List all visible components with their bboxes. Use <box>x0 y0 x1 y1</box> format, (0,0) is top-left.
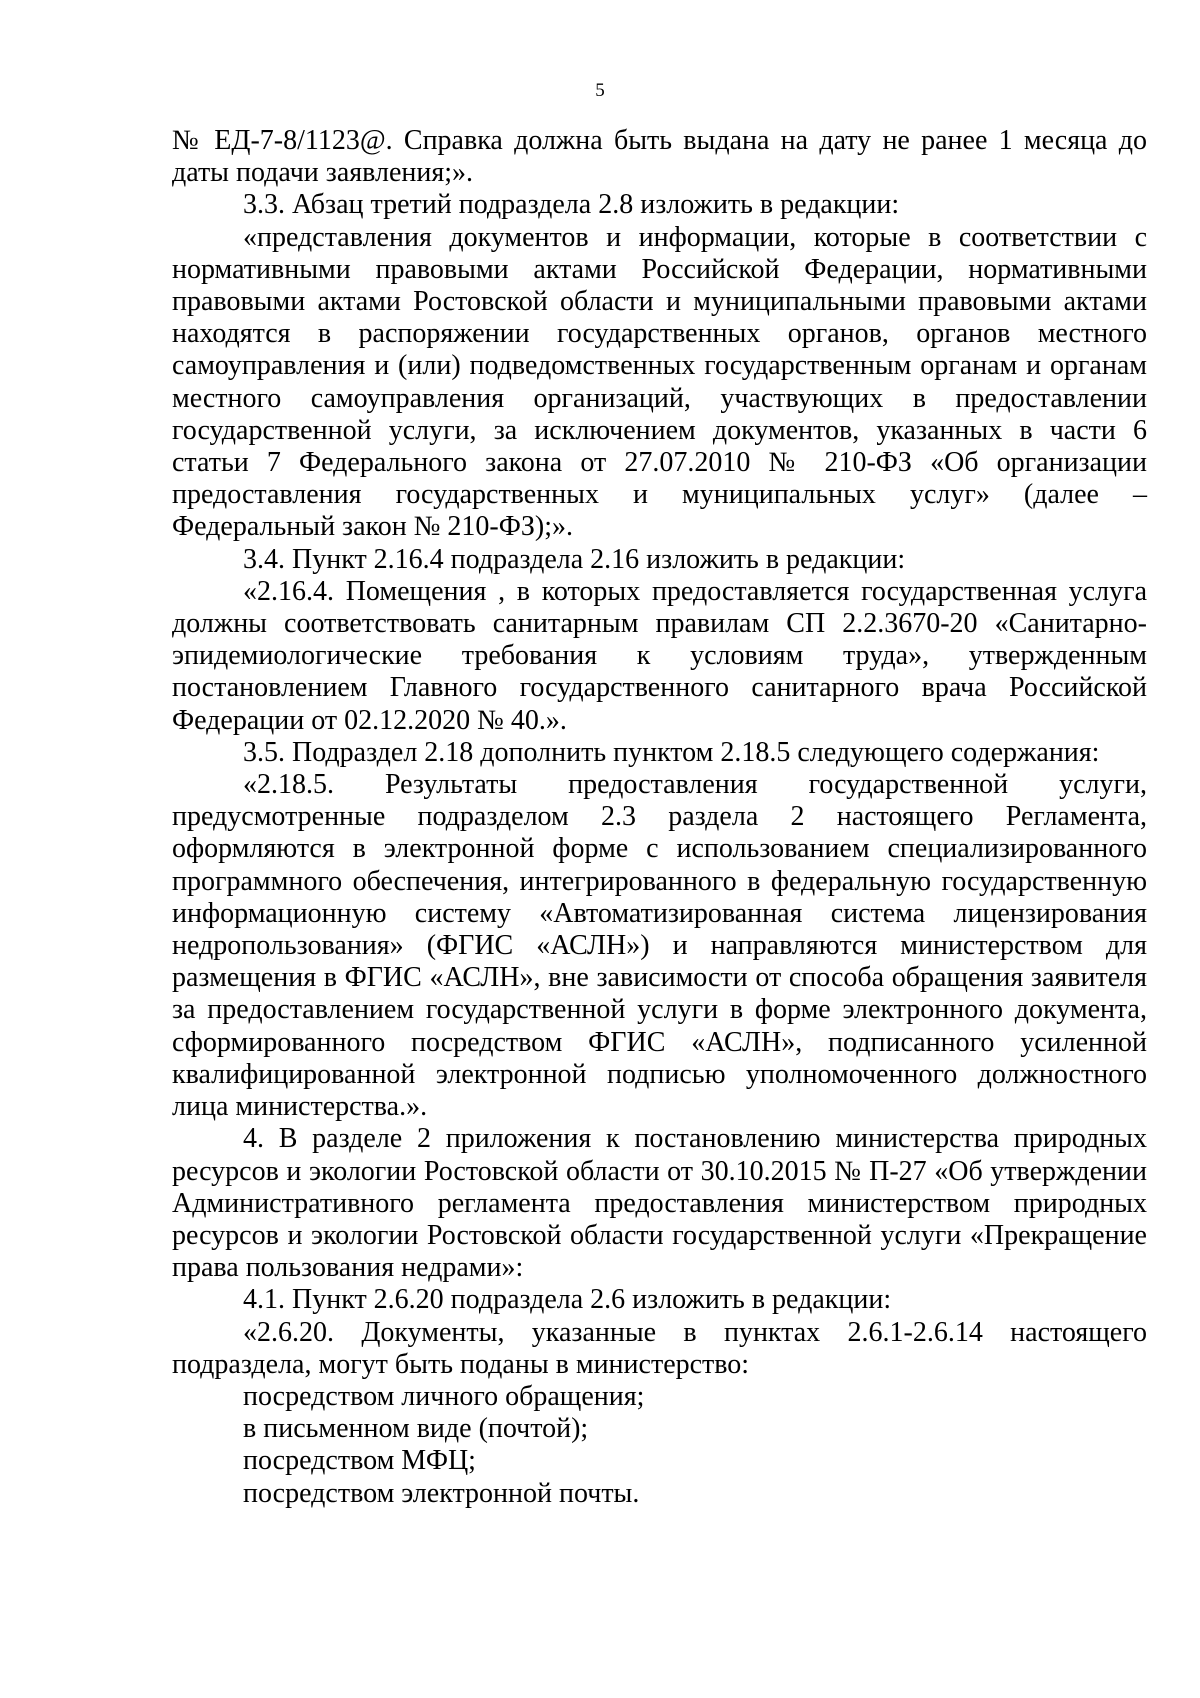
page-number: 5 <box>595 80 605 101</box>
paragraph-3-4: 3.4. Пункт 2.16.4 подраздела 2.16 изложить в редакции: <box>243 543 906 575</box>
paragraph-2-16-4: «2.16.4. Помещения , в которых предоставляется государственная услуга должны соответствовать санитарным правилам СП 2.2.3670-20 «Санитарно-эпидемиологические требования к условиям труда», утвержденным постановлением Главного государственного санитарного врача Российской Федерации от 02.12.2020 № 40.». <box>172 575 1147 736</box>
paragraph-continuation: № ЕД-7-8/1123@. Справка должна быть выдана на дату не ранее 1 месяца до даты подачи заявления;». <box>172 125 1147 189</box>
list-item: посредством МФЦ; <box>243 1445 476 1477</box>
paragraph-4: 4. В разделе 2 приложения к постановлению министерства природных ресурсов и экологии Ростовской области от 30.10.2015 № П-27 «Об утверждении Административного регламента предоставления министерством природных ресурсов и экологии Ростовской области государственной услуги «Прекращение права пользования недрами»: <box>172 1123 1147 1284</box>
paragraph-4-1: 4.1. Пункт 2.6.20 подраздела 2.6 изложить в редакции: <box>243 1284 892 1316</box>
list-item: посредством электронной почты. <box>243 1477 640 1509</box>
list-item: посредством личного обращения; <box>243 1380 645 1412</box>
paragraph-2-6-20: «2.6.20. Документы, указанные в пунктах 2.6.1-2.6.14 настоящего подраздела, могут быть поданы в министерство: <box>172 1316 1147 1380</box>
paragraph-3-3-quote: «представления документов и информации, которые в соответствии с нормативными правовыми актами Российской Федерации, нормативными правовыми актами Ростовской области и муниципальными правовыми актами находятся в распоряжении государственных органов, органов местного самоуправления и (или) подведомственных государственным органам и органам местного самоуправления организаций, участвующих в предоставлении государственной услуги, за исключением документов, указанных в части 6 статьи 7 Федерального закона от 27.07.2010 № 210-ФЗ «Об организации предоставления государственных и муниципальных услуг» (далее – Федеральный закон № 210-ФЗ);». <box>172 221 1147 543</box>
paragraph-2-18-5: «2.18.5. Результаты предоставления государственной услуги, предусмотренные подразделом 2.3 раздела 2 настоящего Регламента, оформляются в электронной форме с использованием специализированного программного обеспечения, интегрированного в федеральную государственную информационную систему «Автоматизированная система лицензирования недропользования» (ФГИС «АСЛН») и направляются министерством для размещения в ФГИС «АСЛН», вне зависимости от способа обращения заявителя за предоставлением государственной услуги в форме электронного документа, сформированного посредством ФГИС «АСЛН», подписанного усиленной квалифицированной электронной подписью уполномоченного должностного лица министерства.». <box>172 769 1147 1123</box>
document-body <box>172 125 1147 1510</box>
paragraph-3-3: 3.3. Абзац третий подраздела 2.8 изложить в редакции: <box>243 189 900 221</box>
list-item: в письменном виде (почтой); <box>243 1413 589 1445</box>
paragraph-3-5: 3.5. Подраздел 2.18 дополнить пунктом 2.18.5 следующего содержания: <box>243 736 1100 768</box>
